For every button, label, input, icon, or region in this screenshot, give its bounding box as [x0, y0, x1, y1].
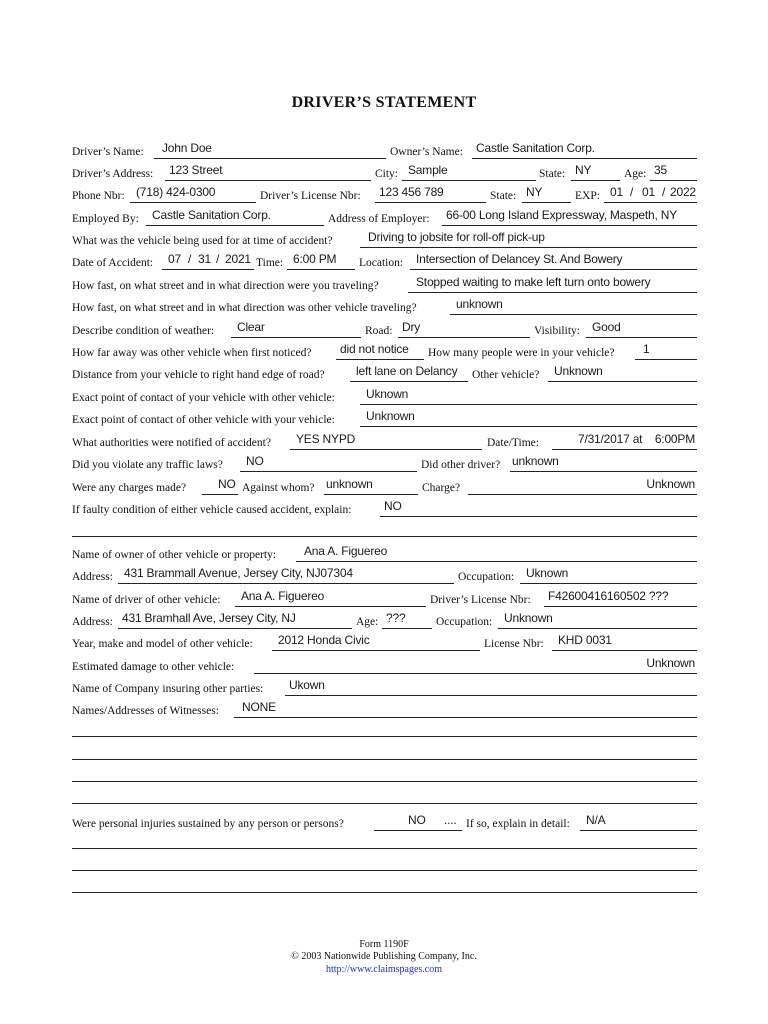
row-weather — [72, 318, 697, 338]
contact-other-label: Exact point of contact of other vehicle with your vehicle: — [72, 414, 335, 426]
row-address — [72, 161, 697, 181]
witnesses-field[interactable]: NONE — [234, 703, 697, 718]
damage-label: Estimated damage to other vehicle: — [72, 661, 235, 673]
contact-your-label: Exact point of contact of your vehicle with other vehicle: — [72, 392, 335, 404]
row-witnesses — [72, 698, 697, 718]
violate-field[interactable]: NO — [240, 457, 417, 472]
insurer-field[interactable]: Ukown — [285, 681, 697, 696]
how-far-field[interactable]: did not notice — [336, 345, 424, 360]
row-other-travel — [72, 295, 697, 315]
injuries-field[interactable]: NO .... — [374, 816, 462, 831]
driver-age-field[interactable]: ??? — [382, 614, 432, 629]
charges-field[interactable]: NO — [202, 480, 238, 495]
owner-address-label: Address: — [72, 571, 113, 583]
row-names — [72, 139, 697, 159]
witnesses-label: Names/Addresses of Witnesses: — [72, 705, 219, 717]
drivers-name-label: Driver’s Name: — [72, 146, 144, 158]
exp-label: EXP: — [575, 190, 600, 202]
license-state-label: State: — [490, 190, 517, 202]
drivers-name-field[interactable]: John Doe — [154, 144, 386, 159]
website-link-row — [0, 964, 768, 976]
owner-occupation-label: Occupation: — [458, 571, 515, 583]
injuries-label: Were personal injuries sustained by any person or persons? — [72, 818, 344, 830]
faulty-extra-line[interactable] — [72, 536, 697, 537]
owners-name-field[interactable]: Castle Sanitation Corp. — [472, 144, 697, 159]
faulty-field[interactable]: NO — [380, 502, 697, 517]
row-contact-your — [72, 385, 697, 405]
visibility-label: Visibility: — [534, 325, 580, 337]
other-travel-label: How fast, on what street and in what direction was other vehicle traveling? — [72, 302, 417, 314]
city-field[interactable]: Sample — [402, 166, 536, 181]
date-of-accident-label: Date of Accident: — [72, 257, 154, 269]
driver-license-field[interactable]: F42600416160502 ??? — [544, 592, 697, 607]
driver-other-label: Name of driver of other vehicle: — [72, 594, 221, 606]
other-travel-field[interactable]: unknown — [450, 300, 697, 315]
employed-by-field[interactable]: Castle Sanitation Corp. — [146, 211, 324, 226]
row-how-far — [72, 340, 697, 360]
license-nbr-field[interactable]: KHD 0031 — [552, 636, 697, 651]
weather-field[interactable]: Clear — [231, 323, 361, 338]
if-so-label: If so, explain in detail: — [466, 818, 570, 830]
row-injuries — [72, 811, 697, 831]
phone-field[interactable]: (718) 424-0300 — [130, 188, 256, 203]
drivers-license-field[interactable]: 123 456 789 — [375, 188, 486, 203]
year-make-model-label: Year, make and model of other vehicle: — [72, 638, 253, 650]
charge-field[interactable]: Unknown — [468, 480, 697, 495]
drivers-address-label: Driver’s Address: — [72, 168, 154, 180]
driver-address-label: Address: — [72, 616, 113, 628]
damage-field[interactable]: Unknown — [254, 659, 697, 674]
exp-field[interactable]: 01 / 01 / 2022 — [604, 188, 697, 203]
driver-occupation-field[interactable]: Unknown — [498, 614, 697, 629]
against-whom-field[interactable]: unknown — [324, 480, 418, 495]
row-owner-address — [72, 564, 697, 584]
row-year-make-model — [72, 631, 697, 651]
owner-other-label: Name of owner of other vehicle or property: — [72, 549, 277, 561]
how-many-label: How many people were in your vehicle? — [428, 347, 615, 359]
date-time-field[interactable]: 7/31/2017 at 6:00PM — [552, 435, 697, 450]
accident-date-field[interactable]: 07 / 31 / 2021 — [162, 255, 254, 270]
injury-line-2[interactable] — [72, 870, 697, 871]
how-many-field[interactable]: 1 — [635, 345, 697, 360]
authorities-field[interactable]: YES NYPD — [290, 435, 482, 450]
license-nbr-label: License Nbr: — [484, 638, 544, 650]
charges-label: Were any charges made? — [72, 482, 187, 494]
driver-occupation-label: Occupation: — [436, 616, 493, 628]
injury-line-3[interactable] — [72, 892, 697, 893]
row-your-travel — [72, 273, 697, 293]
road-label: Road: — [365, 325, 393, 337]
row-violations — [72, 452, 697, 472]
row-charges — [72, 475, 697, 495]
charge-label: Charge? — [422, 482, 461, 494]
phone-label: Phone Nbr: — [72, 190, 125, 202]
driver-other-field[interactable]: Ana A. Figuereo — [235, 592, 426, 607]
row-driver-other — [72, 587, 697, 607]
state-label: State: — [539, 168, 566, 180]
owners-name-label: Owner’s Name: — [390, 146, 463, 158]
age-field[interactable]: 35 — [650, 166, 697, 181]
owner-address-field[interactable]: 431 Brammall Avenue, Jersey City, NJ07304 — [118, 569, 454, 584]
employer-address-field[interactable]: 66-00 Long Island Expressway, Maspeth, NY — [442, 211, 697, 226]
row-distance — [72, 362, 697, 382]
your-travel-label: How fast, on what street and in what direction were you traveling? — [72, 280, 379, 292]
time-label: Time: — [256, 257, 284, 269]
form-number: Form 1190F — [359, 939, 409, 950]
other-driver-field[interactable]: unknown — [510, 457, 697, 472]
against-whom-label: Against whom? — [242, 482, 315, 494]
visibility-field[interactable]: Good — [586, 323, 697, 338]
employed-by-label: Employed By: — [72, 213, 139, 225]
row-contact-other — [72, 407, 697, 427]
row-faulty — [72, 497, 697, 517]
other-vehicle-label: Other vehicle? — [472, 369, 540, 381]
row-owner-other — [72, 542, 697, 562]
road-field[interactable]: Dry — [398, 323, 530, 338]
city-label: City: — [375, 168, 399, 180]
copyright: © 2003 Nationwide Publishing Company, Inc. — [291, 951, 477, 962]
other-driver-label: Did other driver? — [421, 459, 501, 471]
time-field[interactable]: 6:00 PM — [287, 255, 355, 270]
location-label: Location: — [359, 257, 404, 269]
age-label: Age: — [624, 168, 647, 180]
row-authorities — [72, 430, 697, 450]
vehicle-use-label: What was the vehicle being used for at time of accident? — [72, 235, 333, 247]
distance-edge-label: Distance from your vehicle to right hand edge of road? — [72, 369, 325, 381]
driver-license-label: Driver’s License Nbr: — [430, 594, 531, 606]
driver-address-field[interactable]: 431 Bramhall Ave, Jersey City, NJ — [118, 614, 352, 629]
contact-other-field[interactable]: Unknown — [360, 412, 697, 427]
witness-line-2[interactable] — [72, 759, 697, 760]
page-title: DRIVER’S STATEMENT — [291, 94, 477, 111]
employer-address-label: Address of Employer: — [328, 213, 430, 225]
your-travel-field[interactable]: Stopped waiting to make left turn onto bowery — [408, 278, 697, 293]
if-so-field[interactable]: N/A — [580, 816, 697, 831]
weather-label: Describe condition of weather: — [72, 325, 215, 337]
contact-your-field[interactable]: Uknown — [360, 390, 697, 405]
location-field[interactable]: Intersection of Delancey St. And Bowery — [410, 255, 697, 270]
insurer-label: Name of Company insuring other parties: — [72, 683, 264, 695]
row-insurer — [72, 676, 697, 696]
authorities-label: What authorities were notified of accident? — [72, 437, 271, 449]
witness-line-4[interactable] — [72, 803, 697, 804]
row-date-of-accident — [72, 250, 697, 270]
witness-line-1[interactable] — [72, 736, 697, 737]
owner-other-field[interactable]: Ana A. Figuereo — [296, 547, 697, 562]
row-vehicle-use — [72, 228, 697, 248]
witness-line-3[interactable] — [72, 781, 697, 782]
row-employer — [72, 206, 697, 226]
date-time-label: Date/Time: — [487, 437, 539, 449]
distance-edge-field[interactable]: left lane on Delancy — [350, 367, 468, 382]
owner-occupation-field[interactable]: Uknown — [520, 569, 697, 584]
year-make-model-field[interactable]: 2012 Honda Civic — [272, 636, 480, 651]
other-vehicle-field[interactable]: Unknown — [548, 367, 697, 382]
row-driver-address — [72, 609, 697, 629]
license-state-field[interactable]: NY — [522, 188, 571, 203]
vehicle-use-field[interactable]: Driving to jobsite for roll-off pick-up — [360, 233, 697, 248]
row-phone — [72, 183, 697, 203]
row-damage — [72, 654, 697, 674]
website-link[interactable]: http://www.claimspages.com — [326, 964, 442, 975]
driver-age-label: Age: — [356, 616, 379, 628]
drivers-address-field[interactable]: 123 Street — [165, 166, 371, 181]
how-far-label: How far away was other vehicle when first noticed? — [72, 347, 312, 359]
drivers-license-label: Driver’s License Nbr: — [260, 190, 361, 202]
state-field[interactable]: NY — [571, 166, 620, 181]
injury-line-1[interactable] — [72, 848, 697, 849]
violate-label: Did you violate any traffic laws? — [72, 459, 223, 471]
faulty-label: If faulty condition of either vehicle caused accident, explain: — [72, 504, 352, 516]
